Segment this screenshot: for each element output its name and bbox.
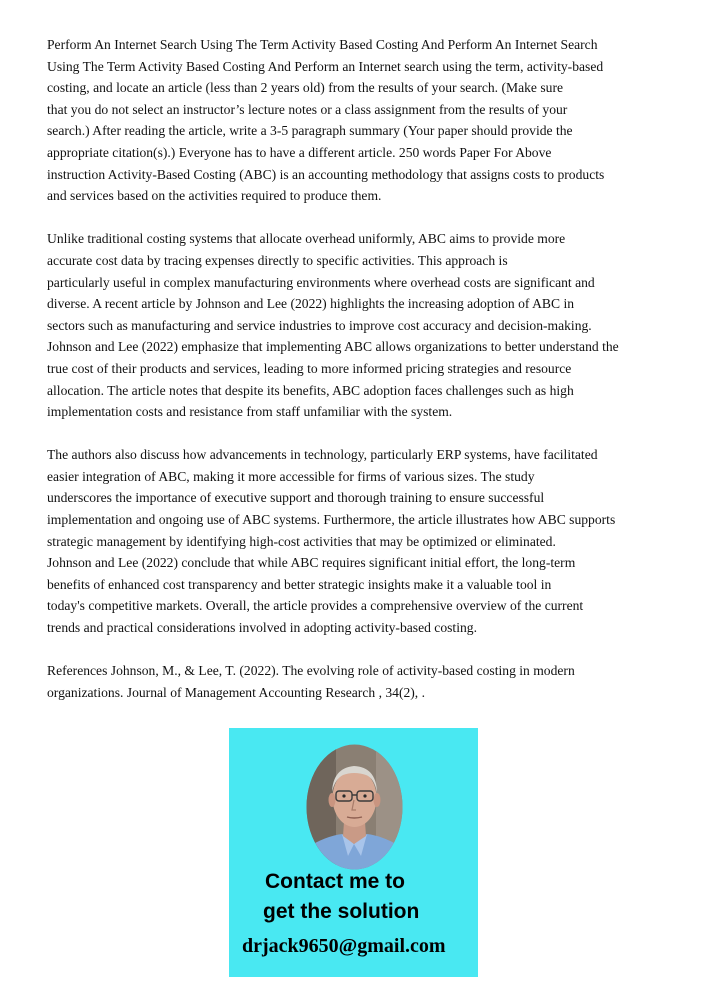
- paragraph: [47, 660, 662, 703]
- text-line: easier integration of ABC, making it more accessible for firms of various sizes. The study: [47, 468, 535, 484]
- text-line: strategic management by identifying high-cost activities that may be optimized or eliminated.: [47, 533, 556, 549]
- text-line: References Johnson, M., & Lee, T. (2022). The evolving role of activity-based costing in modern: [47, 663, 575, 679]
- text-line: appropriate citation(s).) Everyone has to have a different article. 250 words Paper For Above: [47, 144, 552, 160]
- document-body: [47, 34, 662, 725]
- contact-promo-image: [229, 728, 478, 977]
- text-line: The authors also discuss how advancements in technology, particularly ERP systems, have facilitated: [47, 447, 598, 463]
- promo-line-2: get the solution: [263, 900, 420, 923]
- text-line: Perform An Internet Search Using The Term Activity Based Costing And Perform An Internet Search: [47, 37, 598, 52]
- text-line: implementation and ongoing use of ABC systems. Furthermore, the article illustrates how ABC supports: [47, 512, 616, 528]
- text-line: particularly useful in complex manufacturing environments where overhead costs are significant and: [47, 274, 595, 290]
- paragraph: [47, 228, 662, 422]
- text-line: true cost of their products and services, leading to more informed pricing strategies and resource: [47, 360, 572, 376]
- text-line: that you do not select an instructor’s lecture notes or a class assignment from the results of your: [47, 101, 568, 117]
- text-line: costing, and locate an article (less than 2 years old) from the results of your search. (Make sure: [47, 80, 564, 96]
- text-line: allocation. The article notes that despite its benefits, ABC adoption faces challenges such as high: [47, 382, 574, 398]
- text-line: Using The Term Activity Based Costing And Perform an Internet search using the term, activity-based: [47, 58, 604, 74]
- text-line: today's competitive markets. Overall, the article provides a comprehensive overview of the current: [47, 598, 584, 614]
- paragraph: [47, 444, 662, 638]
- text-line: underscores the importance of executive support and thorough training to ensure successful: [47, 490, 545, 506]
- contact-email: drjack9650@gmail.com: [242, 935, 446, 957]
- text-line: trends and practical considerations involved in adopting activity-based costing.: [47, 620, 477, 636]
- text-line: accurate cost data by tracing expenses directly to specific activities. This approach is: [47, 252, 508, 268]
- text-line: benefits of enhanced cost transparency and better strategic insights make it a valuable tool in: [47, 576, 552, 592]
- portrait-image: [306, 744, 403, 870]
- text-line: and services based on the activities required to produce them.: [47, 188, 382, 204]
- text-line: diverse. A recent article by Johnson and Lee (2022) highlights the increasing adoption of ABC in: [47, 296, 575, 312]
- paragraph: [47, 34, 662, 207]
- text-line: search.) After reading the article, write a 3-5 paragraph summary (Your paper should provide the: [47, 123, 573, 139]
- text-line: sectors such as manufacturing and service industries to improve cost accuracy and decision-making.: [47, 317, 592, 333]
- text-line: organizations. Journal of Management Accounting Research , 34(2), .: [47, 684, 426, 700]
- text-line: Unlike traditional costing systems that allocate overhead uniformly, ABC aims to provide more: [47, 231, 566, 247]
- text-line: Johnson and Lee (2022) emphasize that implementing ABC allows organizations to better understand the: [47, 339, 619, 355]
- text-line: Johnson and Lee (2022) conclude that while ABC requires significant initial effort, the long-term: [47, 555, 576, 571]
- promo-line-1: Contact me to: [265, 870, 406, 893]
- text-line: instruction Activity-Based Costing (ABC) is an accounting methodology that assigns costs to products: [47, 166, 605, 182]
- text-line: implementation costs and resistance from staff unfamiliar with the system.: [47, 404, 453, 420]
